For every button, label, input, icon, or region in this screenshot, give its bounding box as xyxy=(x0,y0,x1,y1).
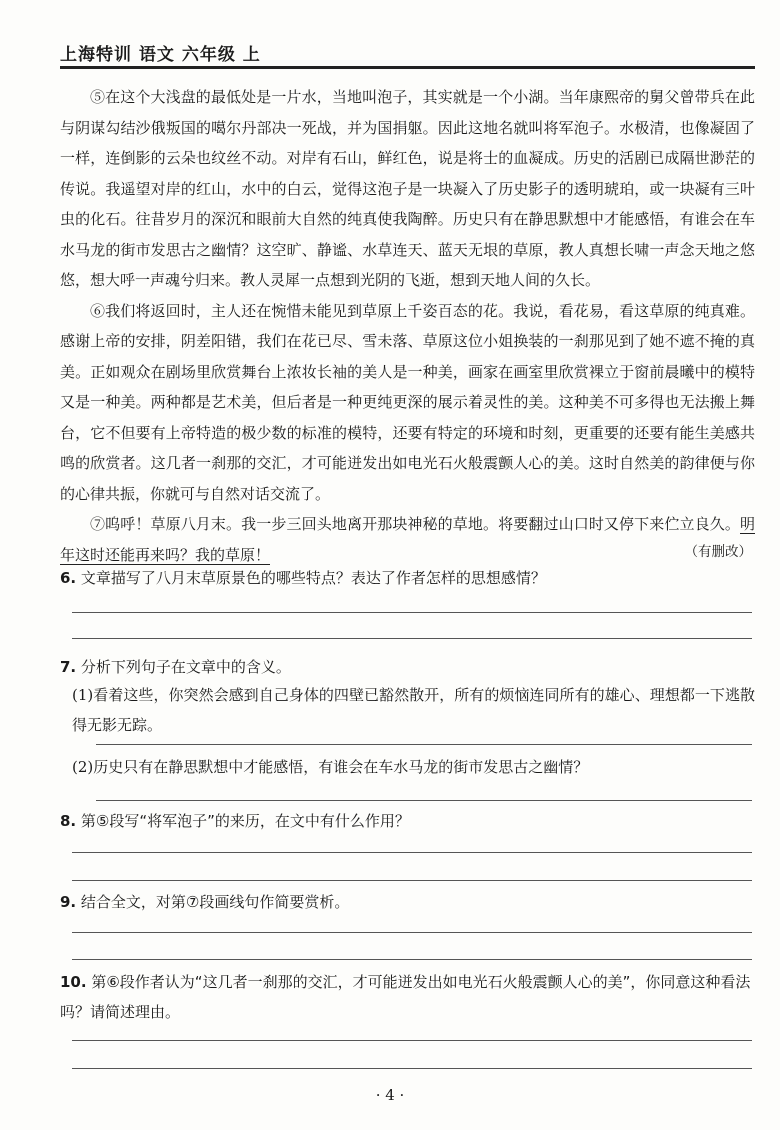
source-note: （有删改） xyxy=(684,544,752,560)
paragraph-6: ⑥我们将返回时，主人还在惋惜未能见到草原上千姿百态的花。我说，看花易，看这草原的纯真难。感谢上帝的安排，阴差阳错，我们在花已尽、雪未落、草原这位小姐换装的一刹那见到了她不遮不掩的真美。正如观众在剧场里欣赏舞台上浓妆长袖的美人是一种美，画家在画室里欣赏裸立于窗前晨曦中的模特又是一种美。两种都是艺术美，但后者是一种更纯更深的展示着灵性的美。这种美不可多得也无法搬上舞台，它不但要有上帝特造的极少数的标准的模特，还要有特定的环境和时刻，更重要的还要有能生美感共鸣的欣赏者。这几者一刹那的交汇，才可能迸发出如电光石火般震颤人心的美。这时自然美的韵律便与你的心律共振，你就可与自然对话交流了。 xyxy=(60,301,755,503)
answer-line[interactable] xyxy=(72,1068,752,1069)
answer-line[interactable] xyxy=(72,932,752,933)
question-7 xyxy=(60,652,755,682)
article-body xyxy=(60,82,755,570)
question-text: 第⑥段作者认为“这几者一刹那的交汇，才可能迸发出如电光石火般震颤人心的美”，你同意这种看法吗？请简述理由。 xyxy=(60,973,751,1021)
page-number: · 4 · xyxy=(375,1086,405,1104)
question-8 xyxy=(60,806,755,836)
answer-line[interactable] xyxy=(72,880,752,881)
page-header-title: 上海特训 语文 六年级 上 xyxy=(60,45,261,65)
answer-line[interactable] xyxy=(72,1040,752,1041)
answer-line[interactable] xyxy=(72,852,752,853)
paragraph-5: ⑤在这个大浅盘的最低处是一片水，当地叫泡子，其实就是一个小湖。当年康熙帝的舅父曾带兵在此与阴谋勾结沙俄叛国的噶尔丹部决一死战，并为国捐躯。因此这地名就叫将军泡子。水极清，也像凝固了一样，连倒影的云朵也纹丝不动。对岸有石山，鲜红色，说是将士的血凝成。历史的活剧已成隔世渺茫的传说。我遥望对岸的红山，水中的白云，觉得这泡子是一块凝入了历史影子的透明琥珀，或一块凝有三叶虫的化石。往昔岁月的深沉和眼前大自然的纯真使我陶醉。历史只有在静思默想中才能感悟，有谁会在车水马龙的街市发思古之幽情？这空旷、静谧、水草连天、蓝天无垠的草原，教人真想长啸一声念天地之悠悠，想大呼一声魂兮归来。教人灵犀一点想到光阴的飞逝，想到天地人间的久长。 xyxy=(60,88,755,289)
question-9 xyxy=(60,887,755,917)
question-text: 第⑤段写“将军泡子”的来历，在文中有什么作用？ xyxy=(80,812,410,830)
question-number: 6. xyxy=(60,569,77,587)
question-text: 分析下列句子在文章中的含义。 xyxy=(80,658,291,676)
question-10 xyxy=(60,967,755,1027)
answer-line[interactable] xyxy=(96,800,752,801)
answer-line[interactable] xyxy=(72,638,752,639)
header-rule xyxy=(60,66,755,69)
question-text: 文章描写了八月末草原景色的哪些特点？表达了作者怎样的思想感情？ xyxy=(80,569,546,587)
paragraph-7-underlined-sentence: 明年这时还能再来吗？我的草原！ xyxy=(60,515,755,564)
question-6 xyxy=(60,563,755,593)
question-number: 9. xyxy=(60,893,77,911)
paragraph-7 xyxy=(60,509,755,570)
answer-line[interactable] xyxy=(72,959,752,960)
paragraph-7-text: ⑦呜呼！草原八月末。我一步三回头地离开那块神秘的草地。将要翻过山口时又停下来伫立良久。 xyxy=(90,515,740,533)
question-text: 结合全文，对第⑦段画线句作简要赏析。 xyxy=(80,893,350,911)
answer-line[interactable] xyxy=(96,744,752,745)
subquestion-2: (2)历史只有在静思默想中才能感悟，有谁会在车水马龙的街市发思古之幽情？ xyxy=(72,758,589,776)
answer-line[interactable] xyxy=(72,612,752,613)
question-number: 10. xyxy=(60,973,87,991)
subquestion-1: (1)看着这些，你突然会感到自己身体的四壁已豁然散开，所有的烦恼连同所有的雄心、理想都一下逃散得无影无踪。 xyxy=(72,686,755,734)
question-number: 8. xyxy=(60,812,77,830)
question-number: 7. xyxy=(60,658,77,676)
